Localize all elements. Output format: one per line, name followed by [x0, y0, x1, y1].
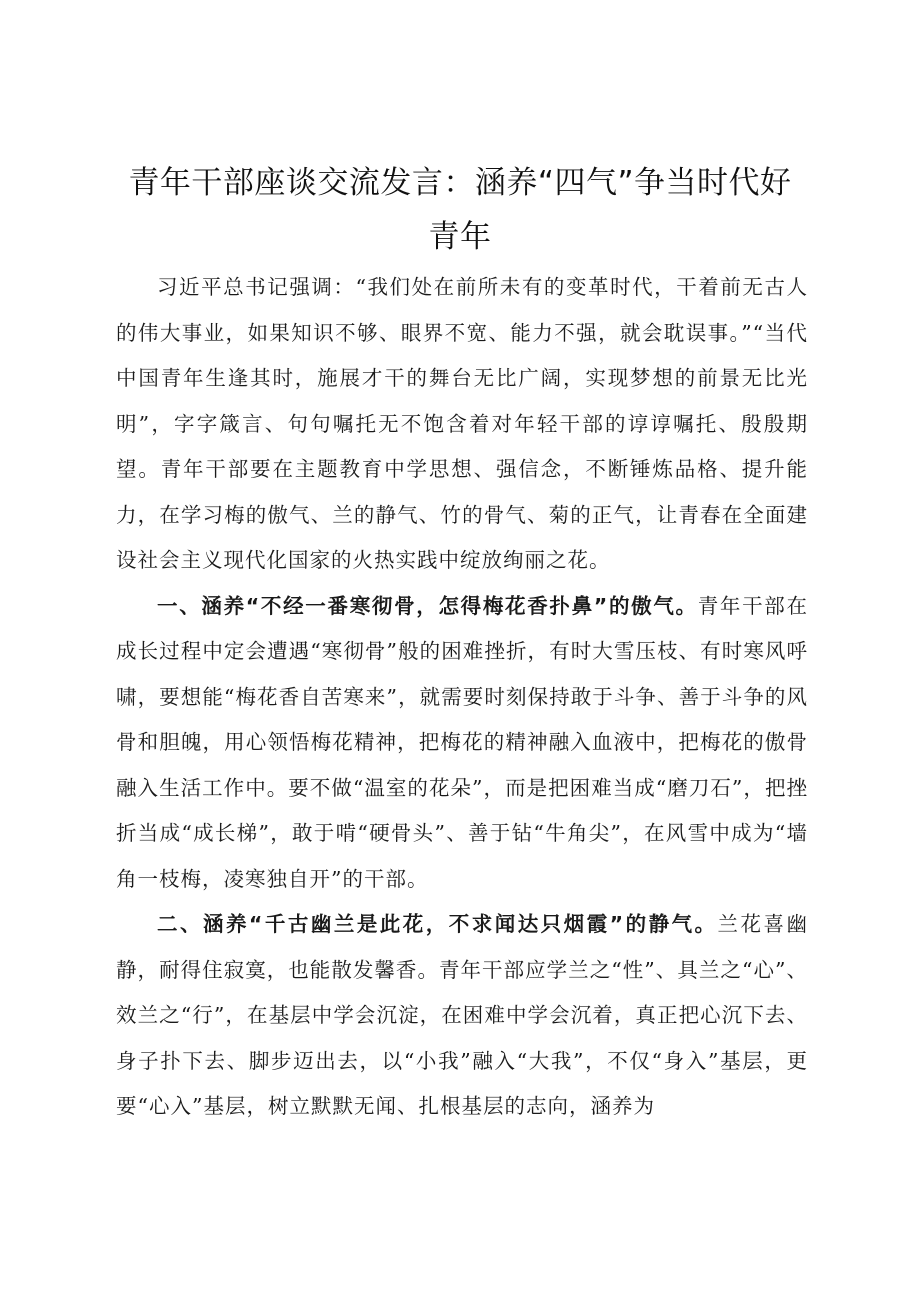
section-heading: 二、涵养“千古幽兰是此花，不求闻达只烟霞”的静气。	[157, 912, 718, 936]
paragraph-section-2	[116, 902, 808, 1130]
paragraph-section-1	[116, 584, 808, 903]
paragraph-intro	[116, 265, 808, 584]
paragraph-text: 兰花喜幽静，耐得住寂寞，也能散发馨香。青年干部应学兰之“性”、具兰之“心”、效兰之“行”，在基层中学会沉淀，在困难中学会沉着，真正把心沉下去、身子扑下去、脚步迈出去，以“小我”融入“大我”，不仅“身入”基层，更要“心入”基层，树立默默无闻、扎根基层的志向，涵养为	[116, 912, 808, 1118]
paragraph-text: 青年干部在成长过程中定会遭遇“寒彻骨”般的困难挫折，有时大雪压枝、有时寒风呼啸，要想能“梅花香自苦寒来”，就需要时刻保持敢于斗争、善于斗争的风骨和胆魄，用心领悟梅花精神，把梅花的精神融入血液中，把梅花的傲骨融入生活工作中。要不做“温室的花朵”，而是把困难当成“磨刀石”，把挫折当成“成长梯”，敢于啃“硬骨头”、善于钻“牛角尖”，在风雪中成为“墙角一枝梅，凌寒独自开”的干部。	[116, 593, 808, 891]
document-title: 青年干部座谈交流发言：涵养“四气”争当时代好青年	[128, 165, 792, 255]
section-heading: 一、涵养“不经一番寒彻骨，怎得梅花香扑鼻”的傲气。	[157, 593, 698, 618]
document-body	[116, 265, 808, 1130]
paragraph-text: 习近平总书记强调：“我们处在前所未有的变革时代，干着前无古人的伟大事业，如果知识不够、眼界不宽、能力不强，就会耽误事。”“当代中国青年生逢其时，施展才干的舞台无比广阔，实现梦想的前景无比光明”，字字箴言、句句嘱托无不饱含着对年轻干部的谆谆嘱托、殷殷期望。青年干部要在主题教育中学思想、强信念，不断锤炼品格、提升能力，在学习梅的傲气、兰的静气、竹的骨气、菊的正气，让青春在全面建设社会主义现代化国家的火热实践中绽放绚丽之花。	[116, 275, 808, 572]
